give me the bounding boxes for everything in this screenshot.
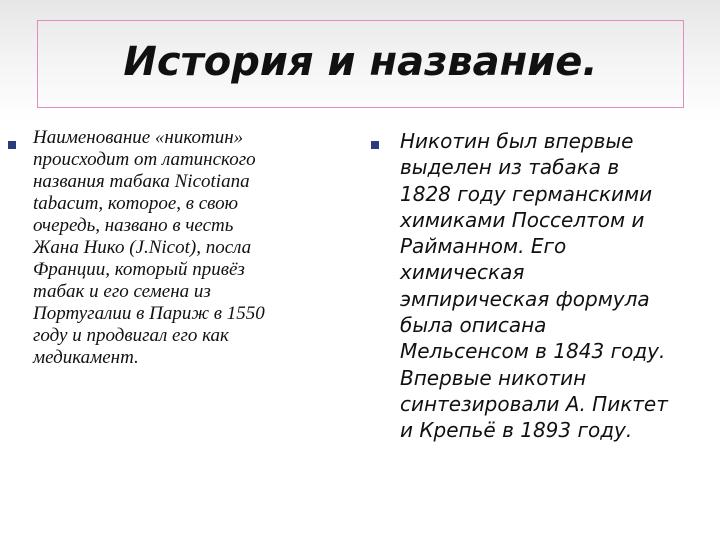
text-line: очередь, названо в честь xyxy=(33,215,234,236)
text-line: синтезировали А. Пиктет xyxy=(400,391,668,416)
text-line: медикамент. xyxy=(33,347,139,368)
text-line: происходит от латинского xyxy=(33,149,256,170)
text-line: tabacum, которое, в свою xyxy=(33,193,239,214)
text-line: Мельсенсом в 1843 году. xyxy=(400,339,666,364)
left-bullet-text xyxy=(33,127,353,369)
text-line: году и продвигал его как xyxy=(33,325,229,346)
slide-title: История и название. xyxy=(123,39,598,85)
text-line: табак и его семена из xyxy=(33,281,211,302)
text-line: и Крепьё в 1893 году. xyxy=(400,418,633,443)
text-line: Впервые никотин xyxy=(400,365,587,390)
text-line: химиками Посселтом и xyxy=(400,207,645,232)
text-line: Жана Нико (J.Nicot), посла xyxy=(33,237,252,258)
right-bullet-text xyxy=(400,128,700,444)
text-line: Никотин был впервые xyxy=(400,129,634,153)
text-line: была описана xyxy=(400,313,547,338)
text-line: Наименование «никотин» xyxy=(33,127,244,148)
text-line: 1828 году германскими xyxy=(400,181,653,206)
text-line: Райманном. Его xyxy=(400,234,567,259)
bullet-square-icon xyxy=(8,141,16,149)
text-line: названия табака Nicotiana xyxy=(33,171,250,192)
text-line: химическая xyxy=(400,260,525,285)
text-line: Франции, который привёз xyxy=(33,259,245,280)
text-line: выделен из табака в xyxy=(400,155,620,180)
title-frame xyxy=(37,20,684,108)
text-line: Португалии в Париж в 1550 xyxy=(33,303,265,324)
text-line: эмпирическая формула xyxy=(400,286,650,311)
bullet-square-icon xyxy=(371,141,379,149)
